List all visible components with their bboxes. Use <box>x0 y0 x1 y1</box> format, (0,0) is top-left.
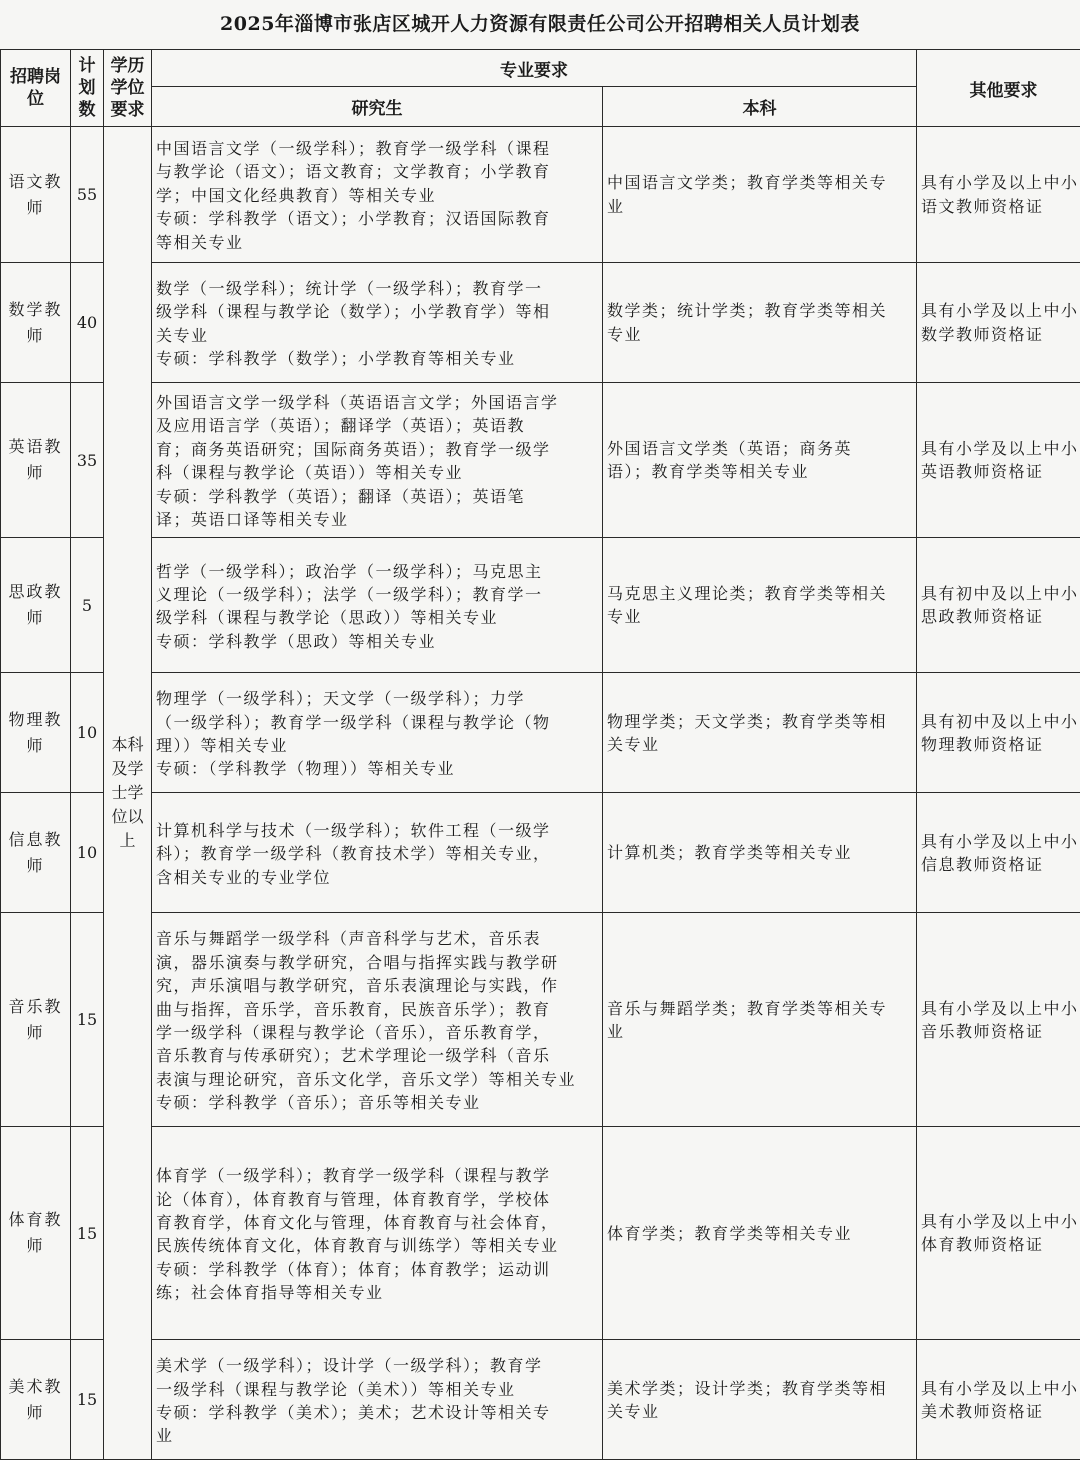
cell-position: 体育教师 <box>1 1127 71 1340</box>
cell-graduate-major-line: 计算机科学与技术（一级学科）；软件工程（一级学 <box>156 819 598 842</box>
table-row <box>1 913 1080 1127</box>
cell-other-requirement <box>917 1127 1080 1340</box>
cell-graduate-major-line: 理））等相关专业 <box>156 734 598 757</box>
cell-bachelor-major <box>603 383 917 538</box>
header-other: 其他要求 <box>917 50 1080 127</box>
cell-other-requirement-line: 具有小学及以上中小 <box>921 437 1080 460</box>
cell-bachelor-major-line: 体育学类；教育学类等相关专业 <box>607 1222 912 1245</box>
cell-other-requirement-line: 具有小学及以上中小 <box>921 299 1080 322</box>
cell-graduate-major-line: 专硕：学科教学（数学）；小学教育等相关专业 <box>156 347 598 370</box>
cell-other-requirement-line: 数学教师资格证 <box>921 323 1080 346</box>
cell-other-requirement-line: 具有小学及以上中小 <box>921 171 1080 194</box>
cell-other-requirement-line: 信息教师资格证 <box>921 853 1080 876</box>
cell-count: 15 <box>71 913 104 1127</box>
cell-graduate-major <box>152 913 603 1127</box>
cell-degree-requirement: 本科及学士学位以上 <box>104 127 152 1460</box>
cell-other-requirement-line: 音乐教师资格证 <box>921 1020 1080 1043</box>
cell-bachelor-major-line: 外国语言文学类（英语；商务英 <box>607 437 912 460</box>
cell-graduate-major-line: 专硕：学科教学（体育）；体育；体育教学；运动训 <box>156 1258 598 1281</box>
cell-bachelor-major-line: 中国语言文学类；教育学类等相关专 <box>607 171 912 194</box>
cell-graduate-major <box>152 263 603 383</box>
cell-bachelor-major-line: 语）；教育学类等相关专业 <box>607 460 912 483</box>
cell-other-requirement-line: 语文教师资格证 <box>921 195 1080 218</box>
cell-graduate-major <box>152 793 603 913</box>
cell-graduate-major-line: 与教学论（语文）；语文教育；文学教育；小学教育 <box>156 160 598 183</box>
cell-other-requirement <box>917 538 1080 673</box>
cell-bachelor-major-line: 马克思主义理论类；教育学类等相关 <box>607 582 912 605</box>
cell-graduate-major <box>152 1127 603 1340</box>
cell-count: 15 <box>71 1127 104 1340</box>
cell-position: 数学教师 <box>1 263 71 383</box>
cell-bachelor-major-line: 关专业 <box>607 733 912 756</box>
cell-graduate-major-line: 专硕：学科教学（语文）；小学教育；汉语国际教育 <box>156 207 598 230</box>
cell-graduate-major-line: 表演与理论研究，音乐文化学，音乐文学）等相关专业 <box>156 1068 598 1091</box>
cell-graduate-major-line: 音乐与舞蹈学一级学科（声音科学与艺术，音乐表 <box>156 927 598 950</box>
cell-bachelor-major <box>603 263 917 383</box>
cell-count: 40 <box>71 263 104 383</box>
cell-other-requirement-line: 物理教师资格证 <box>921 733 1080 756</box>
cell-graduate-major <box>152 383 603 538</box>
cell-graduate-major-line: 究，声乐演唱与教学研究，音乐表演理论与实践，作 <box>156 974 598 997</box>
cell-graduate-major-line: 一级学科（课程与教学论（美术））等相关专业 <box>156 1378 598 1401</box>
cell-graduate-major-line: 业 <box>156 1424 598 1447</box>
cell-graduate-major-line: 义理论（一级学科）；法学（一级学科）；教育学一 <box>156 583 598 606</box>
cell-bachelor-major <box>603 1127 917 1340</box>
cell-other-requirement <box>917 263 1080 383</box>
cell-graduate-major <box>152 127 603 263</box>
cell-bachelor-major <box>603 793 917 913</box>
cell-graduate-major-line: 体育学（一级学科）；教育学一级学科（课程与教学 <box>156 1164 598 1187</box>
cell-other-requirement-line: 具有初中及以上中小 <box>921 710 1080 733</box>
cell-count: 15 <box>71 1340 104 1460</box>
cell-graduate-major-line: 外国语言文学一级学科（英语语言文学；外国语言学 <box>156 391 598 414</box>
cell-graduate-major-line: 专硕：学科教学（音乐）；音乐等相关专业 <box>156 1091 598 1114</box>
cell-graduate-major-line: 演，器乐演奏与教学研究，合唱与指挥实践与教学研 <box>156 951 598 974</box>
cell-count: 10 <box>71 673 104 793</box>
cell-bachelor-major-line: 关专业 <box>607 1400 912 1423</box>
cell-graduate-major-line: 关专业 <box>156 324 598 347</box>
cell-graduate-major-line: 育教育学，体育文化与管理，体育教育与社会体育， <box>156 1211 598 1234</box>
table-row <box>1 538 1080 673</box>
cell-bachelor-major <box>603 673 917 793</box>
cell-graduate-major <box>152 538 603 673</box>
cell-other-requirement <box>917 1340 1080 1460</box>
cell-bachelor-major-line: 计算机类；教育学类等相关专业 <box>607 841 912 864</box>
cell-other-requirement <box>917 383 1080 538</box>
header-count: 计划数 <box>71 50 104 127</box>
cell-other-requirement-line: 体育教师资格证 <box>921 1233 1080 1256</box>
cell-position: 思政教师 <box>1 538 71 673</box>
cell-position: 音乐教师 <box>1 913 71 1127</box>
cell-position: 物理教师 <box>1 673 71 793</box>
cell-graduate-major-line: 科）；教育学一级学科（教育技术学）等相关专业， <box>156 842 598 865</box>
cell-graduate-major <box>152 1340 603 1460</box>
cell-graduate-major-line: 及应用语言学（英语）；翻译学（英语）；英语教 <box>156 414 598 437</box>
cell-position: 信息教师 <box>1 793 71 913</box>
cell-graduate-major-line: 育；商务英语研究；国际商务英语）；教育学一级学 <box>156 438 598 461</box>
cell-bachelor-major-line: 物理学类；天文学类；教育学类等相 <box>607 710 912 733</box>
header-graduate: 研究生 <box>152 87 603 127</box>
cell-bachelor-major-line: 美术学类；设计学类；教育学类等相 <box>607 1377 912 1400</box>
cell-graduate-major-line: 译；英语口译等相关专业 <box>156 508 598 531</box>
cell-graduate-major-line: 级学科（课程与教学论（数学）；小学教育学）等相 <box>156 300 598 323</box>
cell-position: 语文教师 <box>1 127 71 263</box>
recruitment-plan-table <box>0 49 1080 1460</box>
cell-graduate-major-line: 民族传统体育文化，体育教育与训练学）等相关专业 <box>156 1234 598 1257</box>
cell-graduate-major-line: 学；中国文化经典教育）等相关专业 <box>156 184 598 207</box>
cell-other-requirement <box>917 127 1080 263</box>
cell-position: 英语教师 <box>1 383 71 538</box>
cell-bachelor-major <box>603 127 917 263</box>
table-row <box>1 127 1080 263</box>
cell-other-requirement-line: 具有小学及以上中小 <box>921 1210 1080 1233</box>
cell-position: 美术教师 <box>1 1340 71 1460</box>
table-row <box>1 793 1080 913</box>
cell-bachelor-major-line: 音乐与舞蹈学类；教育学类等相关专 <box>607 997 912 1020</box>
table-row <box>1 263 1080 383</box>
cell-graduate-major <box>152 673 603 793</box>
cell-graduate-major-line: 物理学（一级学科）；天文学（一级学科）；力学 <box>156 687 598 710</box>
header-position: 招聘岗位 <box>1 50 71 127</box>
cell-graduate-major-line: 专硕：（学科教学（物理））等相关专业 <box>156 757 598 780</box>
cell-graduate-major-line: 数学（一级学科）；统计学（一级学科）；教育学一 <box>156 277 598 300</box>
cell-count: 35 <box>71 383 104 538</box>
cell-graduate-major-line: 论（体育），体育教育与管理，体育教育学，学校体 <box>156 1188 598 1211</box>
cell-other-requirement <box>917 673 1080 793</box>
cell-other-requirement-line: 美术教师资格证 <box>921 1400 1080 1423</box>
cell-count: 10 <box>71 793 104 913</box>
cell-graduate-major-line: 曲与指挥，音乐学，音乐教育，民族音乐学）；教育 <box>156 998 598 1021</box>
cell-bachelor-major <box>603 913 917 1127</box>
cell-bachelor-major-line: 数学类；统计学类；教育学类等相关 <box>607 299 912 322</box>
cell-other-requirement <box>917 793 1080 913</box>
table-row <box>1 1340 1080 1460</box>
table-row <box>1 1127 1080 1340</box>
cell-graduate-major-line: （一级学科）；教育学一级学科（课程与教学论（物 <box>156 711 598 734</box>
cell-other-requirement-line: 英语教师资格证 <box>921 460 1080 483</box>
cell-bachelor-major <box>603 538 917 673</box>
cell-graduate-major-line: 哲学（一级学科）；政治学（一级学科）；马克思主 <box>156 560 598 583</box>
cell-graduate-major-line: 专硕：学科教学（英语）；翻译（英语）；英语笔 <box>156 485 598 508</box>
cell-other-requirement-line: 具有小学及以上中小 <box>921 997 1080 1020</box>
cell-count: 5 <box>71 538 104 673</box>
cell-other-requirement-line: 具有小学及以上中小 <box>921 830 1080 853</box>
cell-graduate-major-line: 专硕：学科教学（美术）；美术；艺术设计等相关专 <box>156 1401 598 1424</box>
cell-graduate-major-line: 练；社会体育指导等相关专业 <box>156 1281 598 1304</box>
cell-other-requirement-line: 思政教师资格证 <box>921 605 1080 628</box>
table-row <box>1 673 1080 793</box>
header-major: 专业要求 <box>152 50 917 87</box>
table-row <box>1 383 1080 538</box>
cell-count: 55 <box>71 127 104 263</box>
cell-graduate-major-line: 科（课程与教学论（英语））等相关专业 <box>156 461 598 484</box>
cell-graduate-major-line: 中国语言文学（一级学科）；教育学一级学科（课程 <box>156 137 598 160</box>
cell-bachelor-major-line: 专业 <box>607 323 912 346</box>
cell-other-requirement <box>917 913 1080 1127</box>
cell-graduate-major-line: 等相关专业 <box>156 231 598 254</box>
cell-bachelor-major-line: 专业 <box>607 605 912 628</box>
cell-graduate-major-line: 专硕：学科教学（思政）等相关专业 <box>156 630 598 653</box>
cell-other-requirement-line: 具有初中及以上中小 <box>921 582 1080 605</box>
page-title: 2025年淄博市张店区城开人力资源有限责任公司公开招聘相关人员计划表 <box>0 8 1080 40</box>
cell-graduate-major-line: 美术学（一级学科）；设计学（一级学科）；教育学 <box>156 1354 598 1377</box>
cell-bachelor-major <box>603 1340 917 1460</box>
cell-graduate-major-line: 学一级学科（课程与教学论（音乐），音乐教育学， <box>156 1021 598 1044</box>
header-bachelor: 本科 <box>603 87 917 127</box>
cell-bachelor-major-line: 业 <box>607 195 912 218</box>
cell-other-requirement-line: 具有小学及以上中小 <box>921 1377 1080 1400</box>
cell-bachelor-major-line: 业 <box>607 1020 912 1043</box>
cell-graduate-major-line: 级学科（课程与教学论（思政））等相关专业 <box>156 606 598 629</box>
cell-graduate-major-line: 含相关专业的专业学位 <box>156 866 598 889</box>
header-degree: 学历学位要求 <box>104 50 152 127</box>
cell-graduate-major-line: 音乐教育与传承研究）；艺术学理论一级学科（音乐 <box>156 1044 598 1067</box>
